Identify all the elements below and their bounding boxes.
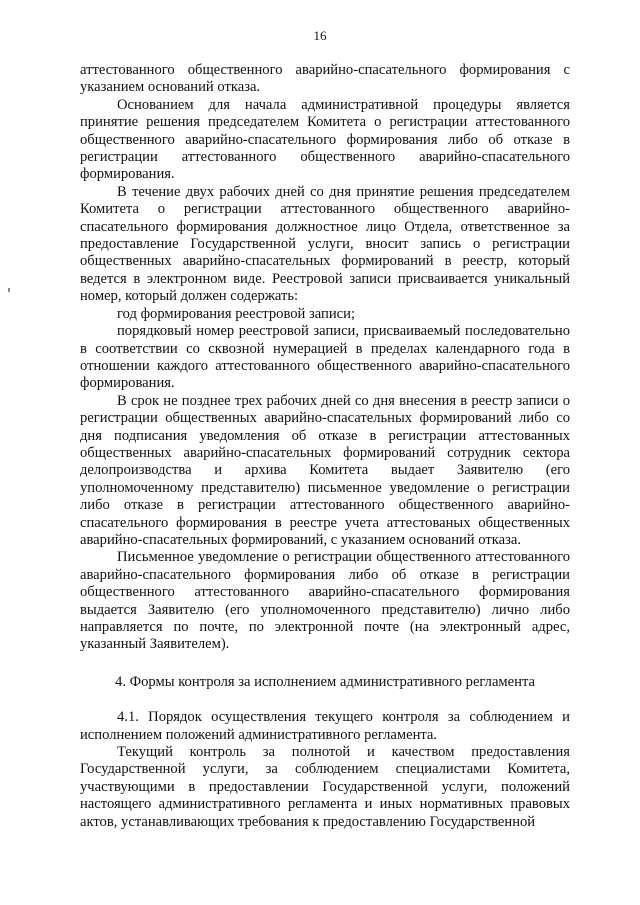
paragraph: Основанием для начала административной процедуры является принятие решения председателем Комитета о регистрации аттестованного общественного аварийно-спасательного формирования либо об отказе в регистрации аттестованного общественного аварийно-спасательного формирования.	[80, 96, 570, 183]
paragraph: порядковый номер реестровой записи, присваиваемый последовательно в соответствии со сквозной нумерацией в пределах календарного года в отношении каждого аттестованного общественного аварийно-спасательного формирования.	[80, 323, 570, 392]
paragraph: Текущий контроль за полнотой и качеством предоставления Государственной услуги, за соблюдением специалистами Комитета, участвующими в предоставлении Государственной услуги, положений настоящего административного регламента и иных нормативных правовых актов, устанавливающих требования к предоставлению Государственной	[80, 744, 570, 830]
margin-mark	[8, 288, 10, 292]
page-number: 16	[313, 28, 327, 43]
section-heading: 4. Формы контроля за исполнением административного регламента	[115, 673, 535, 690]
paragraph: 4.1. Порядок осуществления текущего контроля за соблюдением и исполнением положений административного регламента.	[80, 709, 570, 743]
paragraph: В течение двух рабочих дней со дня принятие решения председателем Комитета о регистрации аттестованного общественного аварийно-спасательного формирования должностное лицо Отдела, ответственное за предоставление Государственной услуги, вносит запись о регистрации общественных аварийно-спасательных формирований в реестр, который ведется в электронном виде. Реестровой записи присваивается уникальный номер, который должен содержать:	[80, 183, 570, 305]
document-body	[80, 62, 570, 831]
paragraph: Письменное уведомление о регистрации общественного аттестованного аварийно-спасательного формирования либо об отказе в регистрации общественного аттестованного аварийно-спасательного формирования выдается Заявителю (его уполномоченного представителю) лично либо направляется по почте, по электронной почте (на электронный адрес, указанный Заявителем).	[80, 549, 570, 653]
paragraph-continuation: аттестованного общественного аварийно-спасательного формирования с указанием оснований отказа.	[80, 62, 570, 96]
paragraph: год формирования реестровой записи;	[117, 305, 355, 322]
paragraph: В срок не позднее трех рабочих дней со дня внесения в реестр записи о регистрации общественных аварийно-спасательных формирований либо со дня подписания уведомления об отказе в регистрации аттестованных общественных аварийно-спасательных формирований сотрудник сектора делопроизводства и архива Комитета выдает Заявителю (его уполномоченному представителю) письменное уведомление о регистрации либо отказе в регистрации аттестованного общественного аварийно-спасательного формирования в реестре учета аттестованых общественных аварийно-спасательных формирований, с указанием оснований отказа.	[80, 392, 570, 548]
